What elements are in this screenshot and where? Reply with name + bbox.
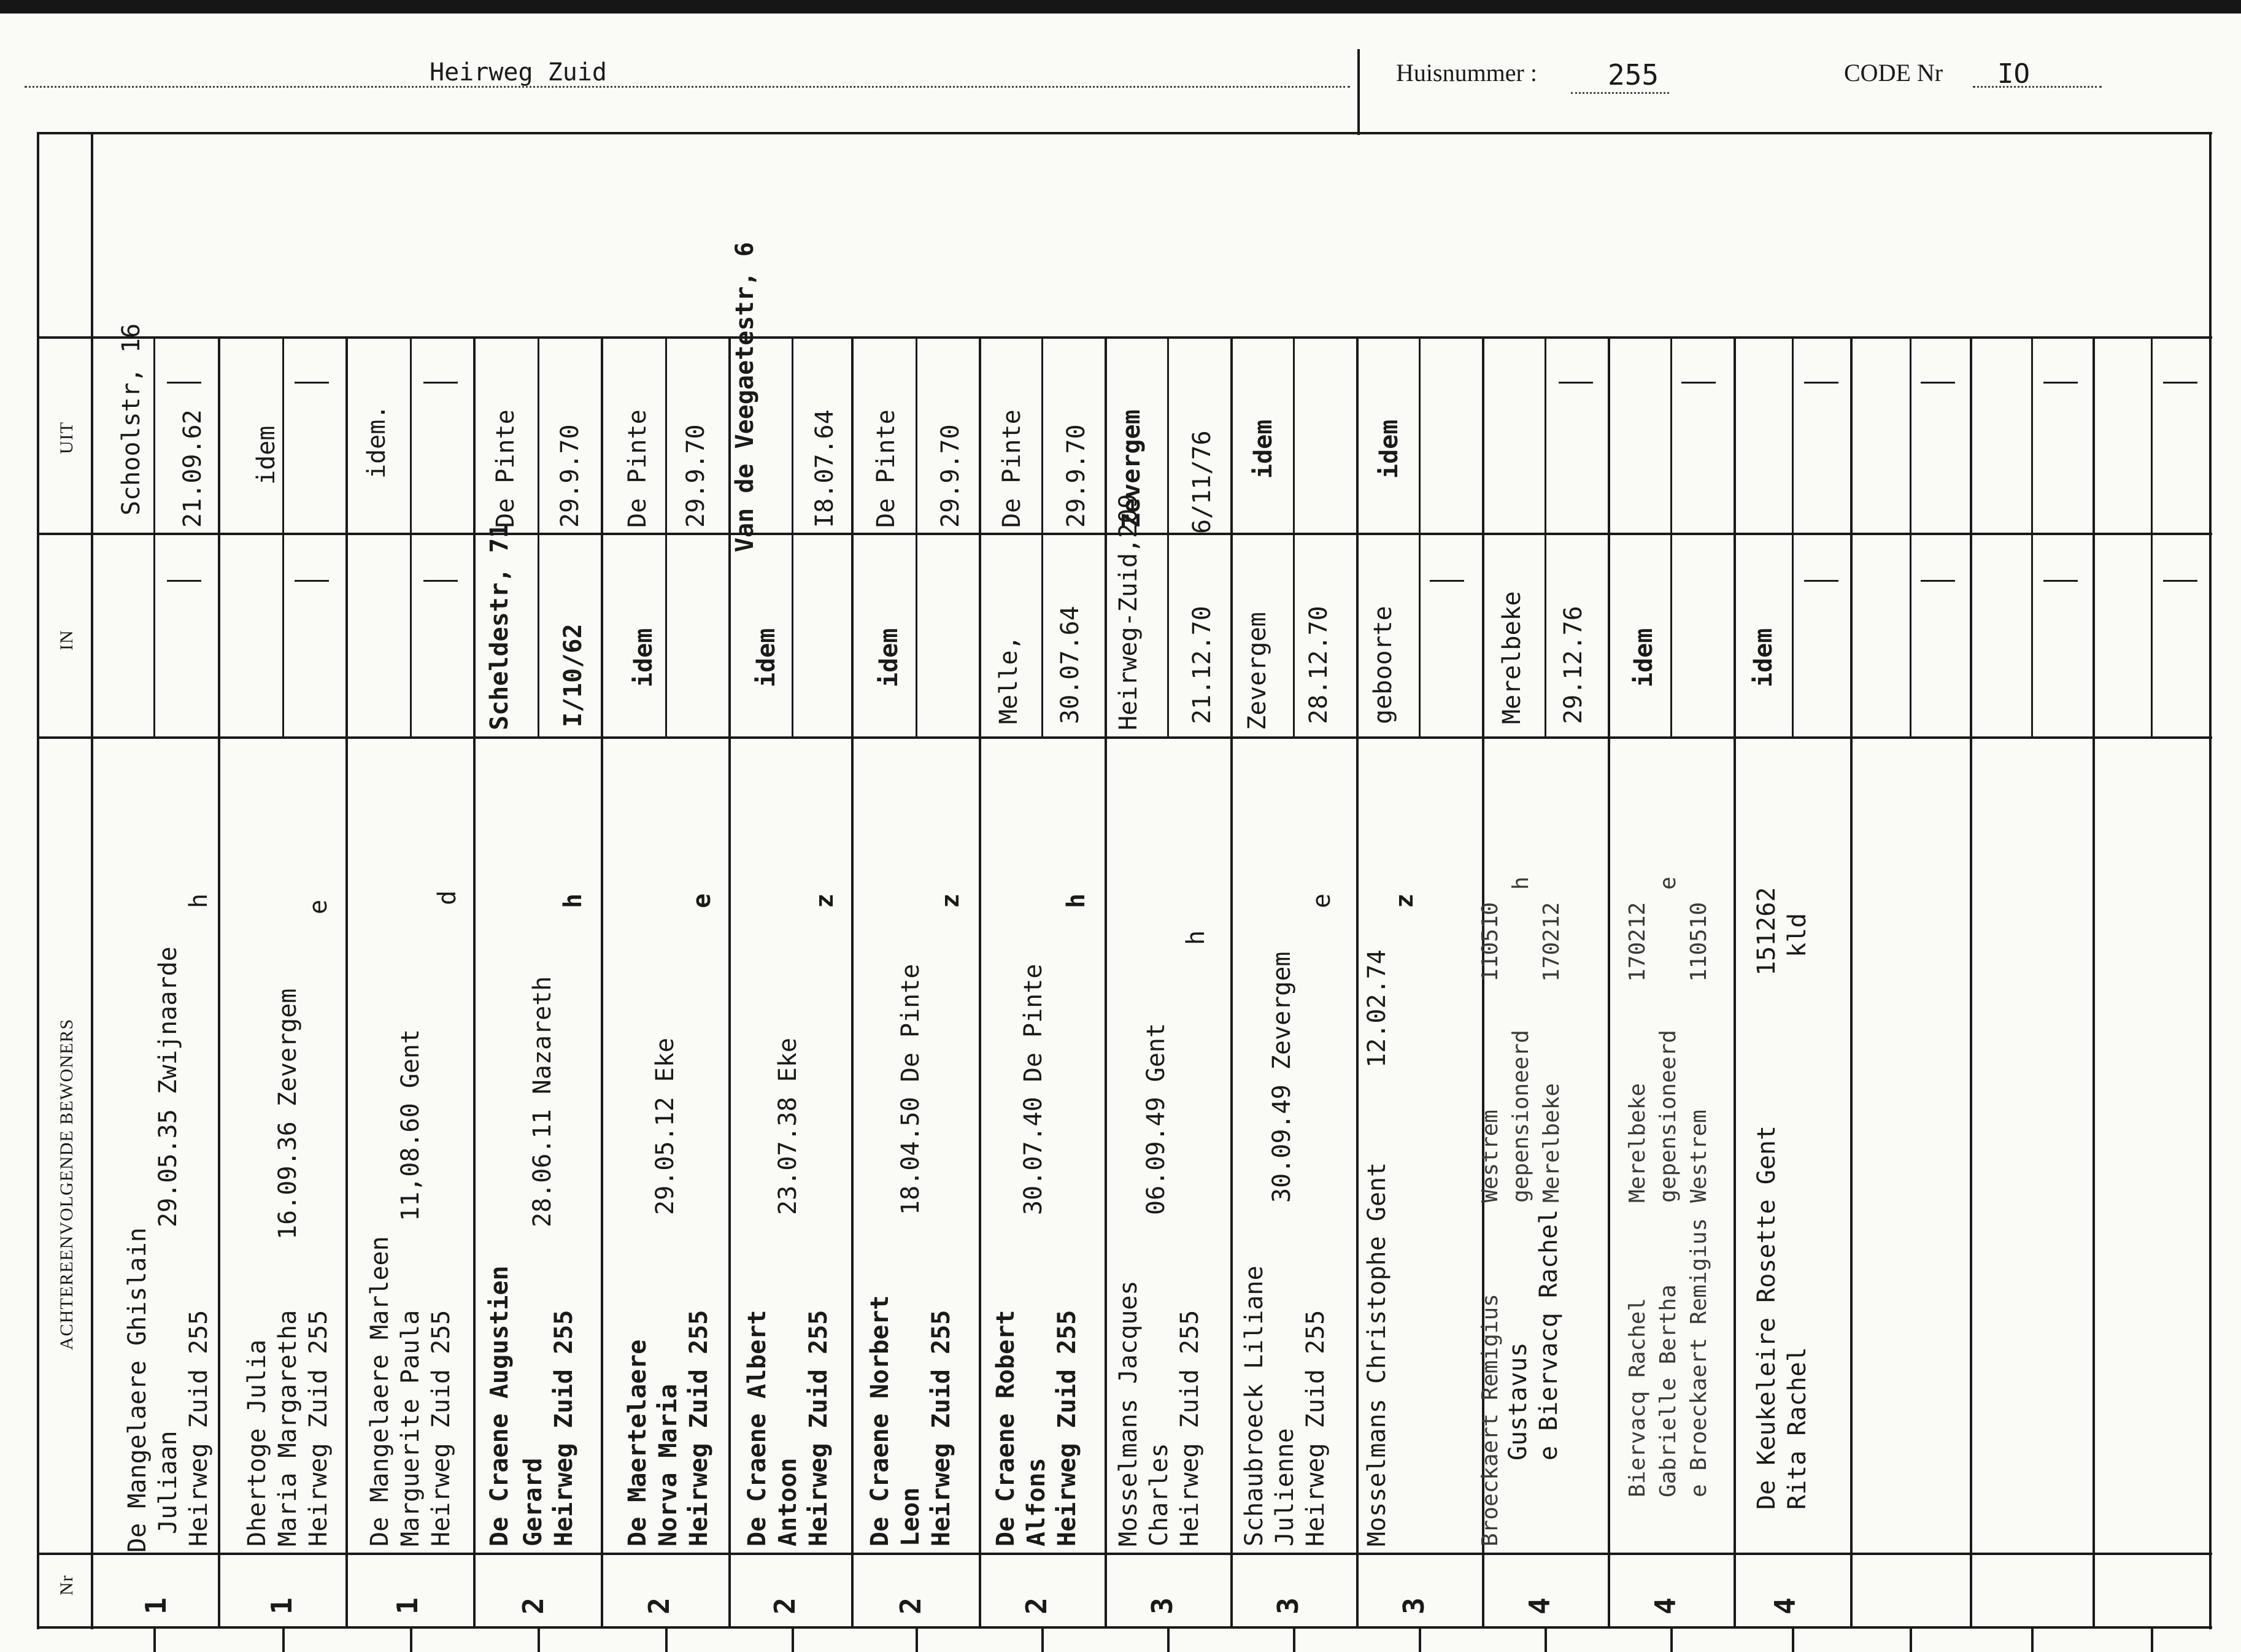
bottom-tick [2151, 1627, 2153, 1652]
resident-name: De Craene Robert [992, 1310, 1020, 1546]
resident-address: Heirweg Zuid 255 [1302, 1310, 1330, 1546]
out-place: De Pinte [872, 409, 900, 528]
col-divider [1356, 336, 1359, 1626]
resident-code: h [1062, 893, 1090, 908]
resident-given-names: Charles [1145, 1443, 1173, 1546]
bottom-tick [282, 1627, 285, 1652]
resident-birth: 29.05.12 Eke [651, 1038, 679, 1215]
resident-birth: 30.09.49 Zevergem [1268, 951, 1296, 1203]
nr-column-label: Nr [56, 1575, 77, 1596]
resident-address: Heirweg Zuid 255 [427, 1310, 455, 1546]
out-date: 21.09.62 [179, 409, 207, 528]
out-place: idem [1375, 419, 1403, 479]
resident-birth: 23.07.38 Eke [774, 1038, 802, 1215]
bottom-tick [1041, 1627, 1044, 1652]
resident-birth: Merelbeke [1625, 1083, 1650, 1203]
empty-mark [1921, 382, 1955, 384]
row-nr: 1 [390, 1597, 424, 1615]
out-place: Schoolstr, 16 [117, 323, 145, 515]
resident-code: h [1508, 876, 1533, 890]
resident-code: e [688, 893, 716, 908]
col-divider [979, 336, 981, 1626]
resident-birth: Westrem [1478, 1110, 1503, 1203]
resident-birth: 06.09.49 Gent [1142, 1022, 1170, 1215]
resident-address: Heirweg Zuid 255 [550, 1310, 578, 1546]
resident-address: Heirweg Zuid 255 [185, 1310, 213, 1546]
bottom-tick [916, 1627, 918, 1652]
resident-code: z [811, 893, 839, 908]
row-nr: 4 [1522, 1597, 1556, 1615]
out-date: I8.07.64 [811, 409, 839, 528]
out-column-top [37, 336, 2212, 339]
resident-address: Heirweg Zuid 255 [304, 1310, 333, 1546]
resident-given-names: Leon [897, 1487, 925, 1546]
in-place: Zevergem [1243, 612, 1271, 730]
resident-given-names: Maria Margaretha [274, 1310, 302, 1546]
row-nr: 1 [264, 1597, 298, 1615]
out-date: 29.9.70 [1062, 424, 1090, 528]
bottom-tick [665, 1627, 668, 1652]
resident-name: De Craene Norbert [866, 1295, 894, 1546]
in-date: 30.07.64 [1056, 606, 1084, 724]
out-place: idem. [363, 404, 391, 479]
out-place: De Pinte [998, 409, 1026, 528]
nr-residents-divider [37, 1553, 2212, 1555]
date-subcell-divider [282, 336, 284, 736]
bottom-tick [410, 1627, 412, 1652]
resident-name: Biervacq Rachel [1625, 1297, 1650, 1497]
empty-mark [295, 580, 329, 582]
resident-birth: 30.07.40 De Pinte [1019, 963, 1047, 1215]
date-subcell-divider [153, 336, 155, 736]
resident-extra: 170212 [1539, 901, 1564, 982]
resident-code: e [1308, 893, 1336, 908]
date-subcell-divider [2151, 336, 2153, 736]
code-number: IO [1997, 58, 2030, 90]
row-nr: 2 [1019, 1597, 1053, 1615]
table-right-border [2209, 132, 2212, 1629]
in-place: idem [1749, 628, 1778, 687]
empty-mark [423, 382, 458, 384]
resident-code: e [1656, 876, 1681, 890]
out-place: Van de Veegaetestr, 6 [731, 242, 759, 552]
resident-address: Heirweg Zuid 255 [1176, 1310, 1204, 1546]
resident-code: e [304, 899, 333, 914]
resident-extra: 170212 [1625, 901, 1650, 982]
out-place: Zevergem [1117, 409, 1146, 528]
row-nr: 2 [516, 1597, 550, 1615]
date-subcell-divider [538, 336, 539, 736]
date-subcell-divider [1293, 336, 1295, 736]
bottom-tick [538, 1627, 540, 1652]
row-nr: 3 [1271, 1597, 1305, 1615]
col-divider [851, 336, 854, 1626]
resident-given-names: Norva Maria [654, 1384, 682, 1546]
table-top-border [37, 132, 2212, 134]
house-number: 255 [1608, 58, 1659, 91]
resident-birth: 11,08.60 Gent [396, 1029, 425, 1221]
col-divider [1970, 336, 1972, 1626]
resident-code: d [433, 890, 461, 905]
in-place: Heirweg-Zuid,209 [1114, 493, 1143, 730]
street-name: Heirweg Zuid [430, 58, 607, 87]
bottom-tick [1670, 1627, 1673, 1652]
residents-column-label: ACHTEREENVOLGENDE BEWONERS [56, 1018, 77, 1350]
resident-given-names: Juliaan [154, 1430, 182, 1534]
resident-birth: 151262 [1753, 887, 1781, 976]
house-number-label: Huisnummer : [1396, 59, 1537, 87]
code-label: CODE Nr [1844, 59, 1943, 87]
date-subcell-divider [665, 336, 667, 736]
resident-extra: Merelbeke [1539, 1083, 1564, 1203]
resident-birth: 29.05.35 Zwijnaarde [154, 946, 182, 1227]
resident-extra: 110510 [1686, 901, 1711, 982]
resident-extra: gepensioneerd [1656, 1030, 1681, 1203]
in-place: Merelbeke [1498, 591, 1526, 724]
bottom-tick [1792, 1627, 1794, 1652]
out-date: 29.9.70 [682, 424, 710, 528]
date-subcell-divider [1167, 336, 1169, 736]
empty-mark [167, 382, 201, 384]
resident-address: Heirweg Zuid 255 [1053, 1310, 1081, 1546]
resident-name: De Mangelaere Ghislain [123, 1227, 152, 1553]
resident-given-names: Rita Rachel [1783, 1347, 1811, 1510]
bottom-tick [1545, 1627, 1547, 1652]
col-divider [1105, 336, 1107, 1626]
resident-code: z [936, 893, 965, 908]
bottom-tick [153, 1627, 156, 1652]
col-divider [218, 336, 220, 1626]
row-nr: 4 [1648, 1597, 1682, 1615]
empty-mark [1804, 382, 1838, 384]
empty-mark [295, 382, 329, 384]
date-subcell-divider [410, 336, 412, 736]
resident-birth: 18.04.50 De Pinte [897, 963, 925, 1215]
resident-extra: gepensioneerd [1508, 1030, 1533, 1203]
in-place: geboorte [1369, 606, 1397, 724]
col-divider [1734, 336, 1736, 1626]
resident-given-names: Julienne [1271, 1428, 1299, 1546]
row-nr: 2 [768, 1597, 801, 1615]
date-subcell-divider [1041, 336, 1043, 736]
col-divider [2092, 336, 2095, 1626]
resident-given-names: Gabrielle Bertha [1656, 1284, 1681, 1497]
resident-name: De Keukeleire Rosette Gent [1753, 1125, 1781, 1510]
bottom-tick [1419, 1627, 1421, 1652]
in-place: idem [1630, 628, 1658, 687]
in-place: idem [875, 628, 903, 687]
resident-address: e Biervacq Rachel [1535, 1209, 1563, 1461]
resident-given-names: Gustavus [1504, 1342, 1532, 1461]
in-place: idem [630, 628, 658, 687]
date-subcell-divider [2031, 336, 2033, 736]
resident-address: Heirweg Zuid 255 [685, 1310, 713, 1546]
bottom-tick [1167, 1627, 1170, 1652]
in-date: 28.12.70 [1305, 606, 1333, 724]
col-divider [473, 336, 476, 1626]
row-nr: 2 [642, 1597, 676, 1615]
in-date: 29.12.76 [1559, 606, 1587, 724]
col-divider [345, 336, 348, 1626]
in-date: I/10/62 [559, 623, 587, 727]
in-place: Melle, [995, 635, 1023, 724]
row-nr: 4 [1768, 1597, 1802, 1615]
resident-code: kld [1783, 913, 1811, 957]
empty-mark [1430, 580, 1464, 582]
resident-birth: 16.09.36 Zevergem [274, 988, 302, 1240]
date-subcell-divider [1910, 336, 1911, 736]
empty-mark [1559, 382, 1593, 384]
out-place: idem [1249, 419, 1278, 479]
resident-name: De Mangelaere Marleen [366, 1236, 394, 1546]
resident-address: Heirweg Zuid 255 [804, 1310, 833, 1546]
empty-mark [2163, 382, 2197, 384]
date-subcell-divider [1419, 336, 1421, 736]
empty-mark [1681, 382, 1716, 384]
empty-mark [2163, 580, 2197, 582]
resident-code: h [185, 893, 213, 908]
resident-name: De Craene Augustien [485, 1265, 514, 1546]
row-nr: 3 [1145, 1597, 1179, 1615]
empty-mark [1921, 580, 1955, 582]
row-nr: 2 [893, 1597, 927, 1615]
out-place: De Pinte [492, 409, 520, 528]
row-nr: 3 [1397, 1597, 1430, 1615]
bottom-tick [1293, 1627, 1295, 1652]
col-divider [1850, 336, 1853, 1626]
resident-name: Mosselmans Jacques [1114, 1280, 1143, 1546]
resident-extra: 110510 [1478, 901, 1503, 982]
residents-in-divider [37, 736, 2212, 739]
resident-name: Dhertoge Julia [243, 1339, 271, 1546]
resident-name: Mosselmans Christophe Gent [1363, 1162, 1391, 1546]
table-bottom-border [37, 1626, 2212, 1629]
resident-name: Broeckaert Remigius [1478, 1294, 1503, 1546]
label-column-border [91, 132, 93, 1629]
empty-mark [1804, 580, 1838, 582]
resident-name: Schaubroeck Liliane [1240, 1265, 1268, 1546]
resident-name: De Maertelaere [623, 1339, 652, 1546]
empty-mark [2043, 580, 2078, 582]
resident-code: z [1390, 893, 1419, 908]
row-nr: 1 [139, 1597, 172, 1615]
resident-birth: 12.02.74 [1363, 949, 1391, 1068]
date-subcell-divider [916, 336, 917, 736]
resident-birth: 28.06.11 Nazareth [528, 976, 557, 1227]
date-subcell-divider [1792, 336, 1794, 736]
out-place: De Pinte [623, 409, 652, 528]
out-date: 29.9.70 [936, 424, 965, 528]
date-subcell-divider [1545, 336, 1546, 736]
in-date: 21.12.70 [1188, 606, 1216, 724]
resident-given-names: Gerard [519, 1457, 547, 1546]
col-divider [1608, 336, 1610, 1626]
bottom-tick [2031, 1627, 2034, 1652]
out-place: idem [252, 425, 280, 485]
empty-mark [167, 580, 201, 582]
resident-code: h [1182, 930, 1210, 945]
resident-address: Heirweg Zuid 255 [927, 1310, 955, 1546]
resident-given-names: Alfons [1022, 1457, 1051, 1546]
resident-extra: Westrem [1686, 1110, 1711, 1203]
col-divider [1230, 336, 1233, 1626]
resident-given-names: Antoon [774, 1457, 802, 1546]
resident-name: De Craene Albert [743, 1310, 771, 1546]
date-subcell-divider [792, 336, 793, 736]
col-divider [601, 336, 603, 1626]
out-date: 29.9.70 [556, 424, 584, 528]
out-date: 6/11/76 [1188, 430, 1216, 534]
in-place: idem [752, 628, 781, 687]
in-column-label: IN [56, 630, 77, 650]
resident-code: h [559, 893, 587, 908]
empty-mark [423, 580, 458, 582]
in-place: Scheldestr, 71 [485, 523, 514, 730]
bottom-tick [792, 1627, 794, 1652]
resident-given-names: Marguerite Paula [396, 1310, 425, 1546]
resident-address: e Broeckaert Remigius [1686, 1218, 1711, 1497]
date-subcell-divider [1670, 336, 1672, 736]
out-column-label: UIT [56, 422, 77, 454]
table-left-border [37, 132, 39, 1629]
bottom-tick [1910, 1627, 1912, 1652]
empty-mark [2043, 382, 2078, 384]
